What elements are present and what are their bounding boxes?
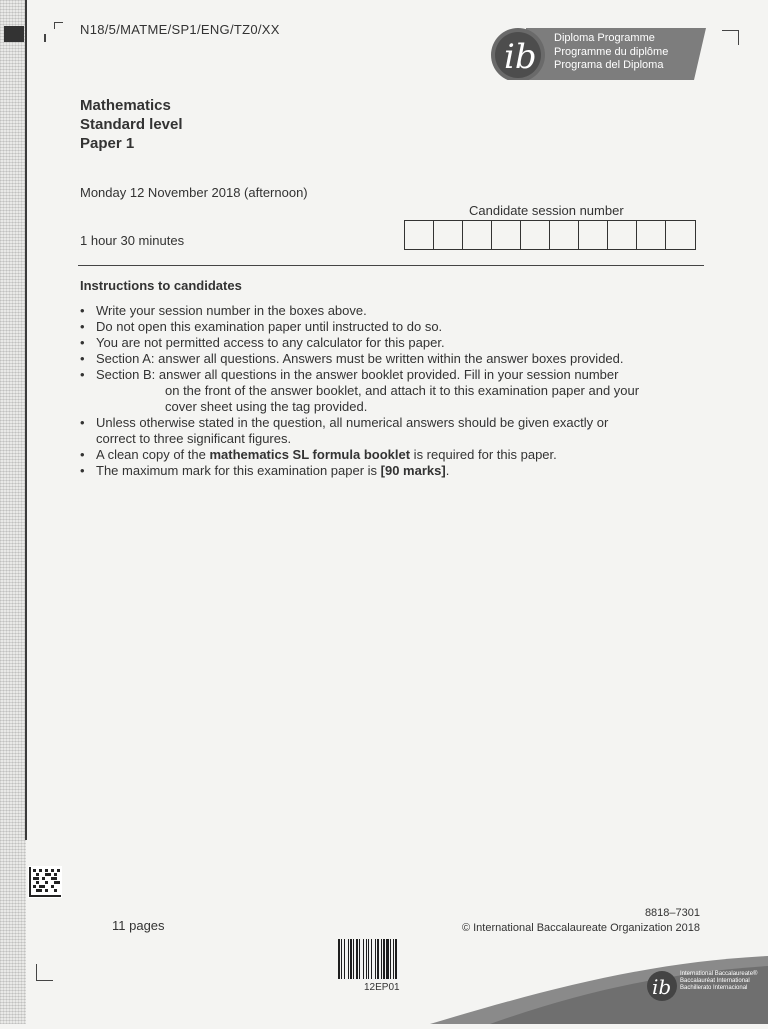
- formula-booklet-emphasis: mathematics SL formula booklet: [209, 447, 411, 462]
- candidate-session-label: Candidate session number: [469, 203, 624, 218]
- barcode-bar: [368, 939, 369, 979]
- instruction-item: • Section A: answer all questions. Answers must be written within the answer boxes provided.: [80, 351, 624, 366]
- barcode-icon: [338, 939, 428, 979]
- barcode-bar: [377, 939, 379, 979]
- programme-line: Programa del Diploma: [554, 59, 664, 71]
- instructions-list: [80, 303, 700, 479]
- barcode-bar: [363, 939, 364, 979]
- organisation-names: [680, 971, 757, 992]
- instruction-item: • Write your session number in the boxes above.: [80, 303, 367, 318]
- crop-mark-bottom-left: [36, 964, 53, 981]
- organisation-line: Bachillerato Internacional: [680, 985, 748, 991]
- barcode-bar: [341, 939, 342, 979]
- session-digit-box[interactable]: [405, 221, 434, 249]
- paper-number: Paper 1: [80, 135, 135, 152]
- instruction-item: • Section B: answer all questions in the answer booklet provided. Fill in your session number on the front of the answer booklet, and attach it to this examination paper and your cover sheet using the tag provided.: [80, 367, 640, 414]
- tick-mark: [44, 34, 46, 42]
- programme-names: [554, 32, 668, 73]
- crop-mark-top-left: [54, 22, 63, 29]
- bullet-icon: •: [80, 415, 85, 430]
- instructions-heading: Instructions to candidates: [80, 278, 242, 293]
- programme-line: Programme du diplôme: [554, 45, 669, 58]
- candidate-session-boxes[interactable]: [404, 220, 696, 250]
- barcode-bar: [366, 939, 367, 979]
- instruction-item: • The maximum mark for this examination paper is [90 marks].: [80, 463, 450, 478]
- copyright-notice: © International Baccalaureate Organization 2018: [461, 922, 700, 934]
- scanner-margin: [0, 0, 26, 1024]
- ib-footer-logo-letters: ib: [652, 975, 672, 999]
- bullet-icon: •: [80, 351, 85, 366]
- barcode-label: 12EP01: [364, 982, 400, 993]
- barcode-bar: [393, 939, 394, 979]
- bullet-icon: •: [80, 463, 85, 478]
- barcode-bar: [395, 939, 397, 979]
- barcode-bar: [348, 939, 349, 979]
- instruction-item: • You are not permitted access to any calculator for this paper.: [80, 335, 445, 350]
- session-digit-box[interactable]: [637, 221, 666, 249]
- crop-mark-top-right: [722, 30, 739, 45]
- barcode-bar: [353, 939, 354, 979]
- divider-rule: [78, 265, 704, 266]
- session-digit-box[interactable]: [434, 221, 463, 249]
- barcode-bar: [371, 939, 372, 979]
- paper-reference: 8818–7301: [644, 907, 700, 919]
- barcode-bar: [344, 939, 345, 979]
- barcode-bar: [381, 939, 382, 979]
- datamatrix-code-icon: [28, 866, 62, 898]
- exam-duration: 1 hour 30 minutes: [80, 233, 185, 248]
- page-count: 11 pages: [112, 918, 165, 933]
- bullet-icon: •: [80, 367, 85, 382]
- barcode-bar: [356, 939, 358, 979]
- exam-date: Monday 12 November 2018 (afternoon): [80, 185, 308, 200]
- bullet-icon: •: [80, 303, 85, 318]
- ib-logo-letters: ib: [504, 37, 537, 77]
- session-digit-box[interactable]: [550, 221, 579, 249]
- barcode-bar: [350, 939, 352, 979]
- session-digit-box[interactable]: [579, 221, 608, 249]
- scanner-edge-line: [25, 0, 27, 840]
- ib-logo-banner: [486, 28, 706, 80]
- max-marks-emphasis: [90 marks]: [380, 463, 446, 478]
- barcode-bar: [338, 939, 340, 979]
- level-title: Standard level: [80, 116, 183, 133]
- barcode-bar: [390, 939, 391, 979]
- paper-title-block: [80, 96, 183, 153]
- session-digit-box[interactable]: [492, 221, 521, 249]
- session-digit-box[interactable]: [463, 221, 492, 249]
- bullet-icon: •: [80, 319, 85, 334]
- bullet-icon: •: [80, 447, 85, 462]
- subject-title: Mathematics: [80, 97, 171, 114]
- barcode-bar: [386, 939, 389, 979]
- organisation-line: Baccalauréat International: [680, 978, 750, 984]
- programme-line: Diploma Programme: [554, 32, 655, 44]
- barcode-bar: [375, 939, 376, 979]
- instruction-item: • Unless otherwise stated in the question, all numerical answers should be given exactly or correct to three significant figures.: [80, 415, 609, 446]
- session-digit-box[interactable]: [521, 221, 550, 249]
- bullet-icon: •: [80, 335, 85, 350]
- instruction-item: • Do not open this examination paper until instructed to do so.: [80, 319, 443, 334]
- session-digit-box[interactable]: [608, 221, 637, 249]
- paper-code: N18/5/MATME/SP1/ENG/TZ0/XX: [80, 22, 280, 37]
- ib-footer-banner: [430, 948, 768, 1024]
- barcode-bar: [383, 939, 385, 979]
- barcode-bar: [359, 939, 360, 979]
- organisation-line: International Baccalaureate®: [680, 971, 758, 977]
- registration-mark: [4, 26, 24, 42]
- session-digit-box[interactable]: [666, 221, 695, 249]
- instruction-item: • A clean copy of the mathematics SL formula booklet is required for this paper.: [80, 447, 557, 462]
